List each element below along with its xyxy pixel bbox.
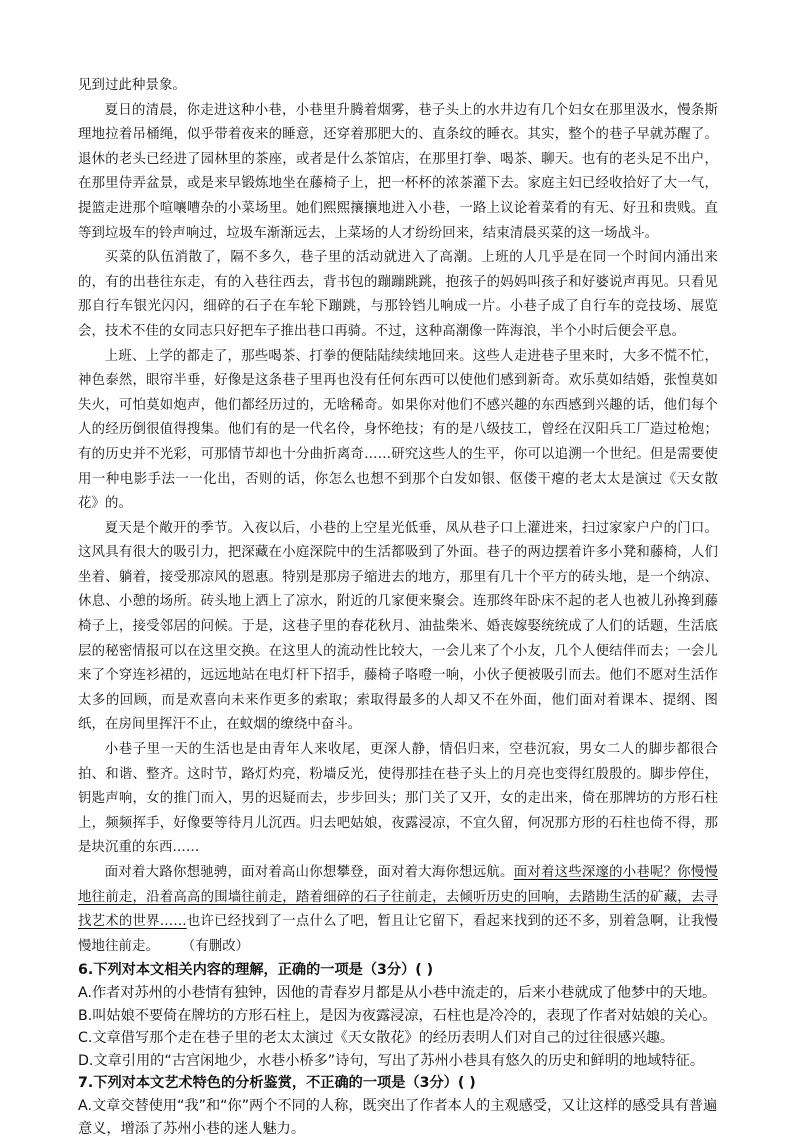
question-6-title: 6.下列对本文相关内容的理解，正确的一项是（3分）( ) <box>78 962 434 979</box>
passage-text: 也许已经找到了一点什么了吧，暂且让它留下，看起来找到的还不多，别着急啊，让我慢慢地往前走。 <box>78 914 718 954</box>
passage-paragraph-5: 小巷子里一天的生活也是由青年人来收尾，更深人静，情侣归来，空巷沉寂，男女二人的脚步都很合拍、和谐、整齐。这时节，路灯灼亮，粉墙反光，使得那挂在巷子头上的月亮也变得红殷殷的。脚步停住，钥匙声响，女的推门而入，男的迟疑而去，步步回头；那门关了又开，女的走出来，倚在那牌坊的方形石柱上，频频挥手，好像要等待月儿沉西。归去吧姑娘，夜露浸凉，不宜久留，何况那方形的石柱也倚不得，那是块沉重的东西…… <box>78 742 718 856</box>
edit-note: （有删改） <box>188 938 250 954</box>
passage-paragraph-3: 上班、上学的都走了，那些喝茶、打拳的便陆陆续续地回来。这些人走进巷子里来时，大多不慌不忙，神色泰然，眼帘半垂，好像是这条巷子里再也没有任何东西可以使他们感到新奇。欢乐莫如结婚，张惶莫如失火，可怕莫如炮声，他们都经历过的，无啥稀奇。如果你对他们不感兴趣的东西感到兴趣的话，他们每个人的经历倒很值得搜集。他们有的是一代名伶，身怀绝技；有的是八级技工，曾经在汉阳兵工厂造过枪炮；有的历史并不光彩，可那情节却也十分曲折离奇……研究这些人的生平，你可以追溯一个世纪。但是需要使用一种电影手法一一化出，否则的话，你怎么也想不到那个白发如银、伛偻干瘪的老太太是演过《天女散花》的。 <box>78 348 718 512</box>
passage-paragraph-1: 夏日的清晨，你走进这种小巷，小巷里升腾着烟雾，巷子头上的水井边有几个妇女在那里汲水，慢条斯理地拉着吊桶绳，似乎带着夜来的睡意，还穿着那肥大的、直条纹的睡衣。其实，整个的巷子早就苏醒了。退休的老头已经进了园林里的茶座，或者是什么茶馆店，在那里打拳、喝茶、聊天。也有的老头足不出户，在那里侍弄盆景，或是来早锻炼地坐在藤椅子上，把一杯杯的浓茶灌下去。家庭主妇已经收拾好了大一气，提篮走进那个喧嚷嘈杂的小菜场里。她们熙熙攘攘地进入小巷，一路上议论着菜肴的有无、好丑和贵贱。直等到垃圾车的铃声响过，垃圾车渐渐远去，上菜场的人才纷纷回来，结束清晨买菜的这一场战斗。 <box>78 102 718 241</box>
question-6-option-b: B.叫姑娘不要倚在牌坊的方形石柱上，是因为夜露浸凉，石柱也是冷冷的，表现了作者对姑娘的关心。 <box>78 1007 717 1024</box>
question-7-title: 7.下列对本文艺术特色的分析鉴赏，不正确的一项是（3分）( ) <box>78 1075 476 1092</box>
passage-paragraph-6 <box>78 861 718 959</box>
page-content <box>78 74 718 1140</box>
passage-paragraph-2: 买菜的队伍消散了，隔不多久，巷子里的活动就进入了高潮。上班的人几乎是在同一个时间内涌出来的，有的出巷往东走，有的入巷往西去，背书包的蹦蹦跳跳，抱孩子的妈妈叫孩子和好婆说声再见。只看见那自行车银光闪闪，细碎的石子在车轮下蹦跳，与那铃铛儿响成一片。小巷子成了自行车的竞技场、展览会，技术不佳的女同志只好把车子推出巷口再骑。不过，这种高潮像一阵海浪，半个小时后便会平息。 <box>78 250 718 339</box>
underlined-passage: 面对着这些深邃的小巷呢？你慢慢地往前走，沿着高高的围墙往前走，踏着细碎的石子往前走，去倾听历史的回响，去踏勘生活的矿藏，去寻找艺术的世界…… <box>78 865 719 930</box>
question-6-option-c: C.文章借写那个走在巷子里的老太太演过《天女散花》的经历表明人们对自己的过往很感兴趣。 <box>78 1030 675 1047</box>
question-7-option-a: A.文章交替使用“我”和“你”两个不同的人称，既突出了作者本人的主观感受，又让这样的感受具有普遍意义，增添了苏州小巷的迷人魅力。 <box>78 1097 718 1137</box>
question-6-option-d: D.文章引用的“古宫闲地少，水巷小桥多”诗句，写出了苏州小巷具有悠久的历史和鲜明的地域特征。 <box>78 1052 705 1069</box>
question-6-option-a: A.作者对苏州的小巷情有独钟，因他的青春岁月都是从小巷中流走的，后来小巷就成了他梦中的天地。 <box>78 984 717 1001</box>
passage-paragraph-0: 见到过此种景象。 <box>78 78 186 93</box>
passage-text: 面对着大路你想驰骋，面对着高山你想攀登，面对着大海你想远航。 <box>104 865 514 880</box>
passage-paragraph-4: 夏天是个敞开的季节。入夜以后，小巷的上空星光低垂，凤从巷子口上灌进来，扫过家家户户的门口。这风具有很大的吸引力，把深藏在小庭深院中的生活都吸到了外面。巷子的两边摆着许多小凳和藤椅，人们坐着、躺着，接受那凉风的恩惠。特别是那房子缩进去的地方，那里有几十个平方的砖头地，是一个纳凉、休息、小憩的场所。砖头地上洒上了凉水，附近的几家便来聚会。连那终年卧床不起的老人也被儿孙搀到藤椅子上，接受邻居的问候。于是，这巷子里的春花秋月、油盐柴米、婚丧嫁娶统统成了人们的话题，生活底层的秘密情报可以在这里交换。在这里人的流动性比较大，一会儿来了个小友，几个人便结伴而去；一会儿来了个穿连衫裙的，远远地站在电灯杆下招手，藤椅子咯噔一响，小伙子便被吸引而去。他们不愿对生活作太多的回顾，而是欢喜向未来作更多的索取；索取得最多的人却又不在外面，他们面对着课本、提纲、图纸，在房间里挥汗不止，在蚊烟的缭绕中奋斗。 <box>78 520 718 733</box>
